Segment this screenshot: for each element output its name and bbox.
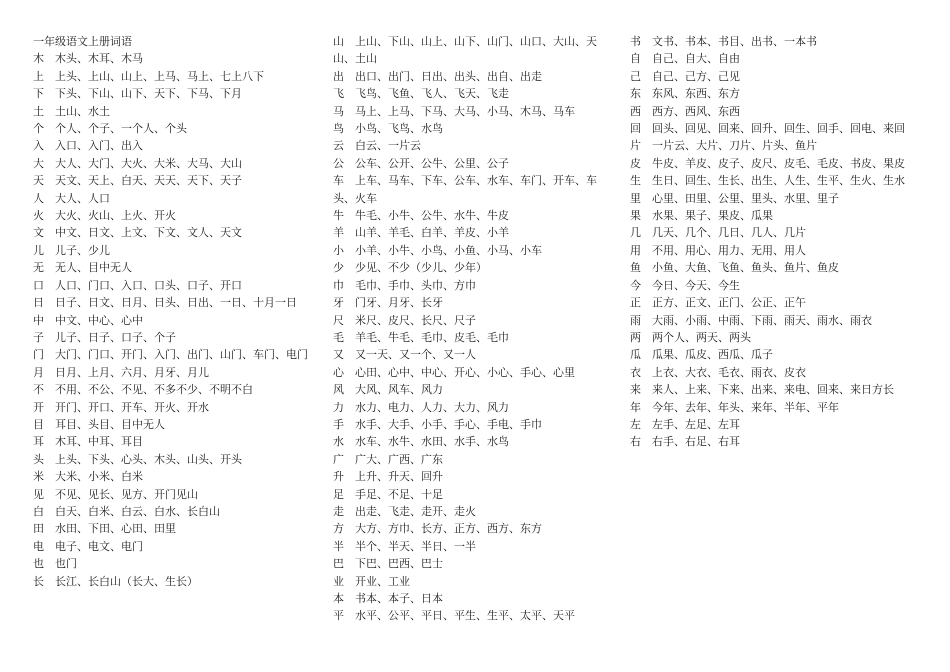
vocab-entry bbox=[33, 346, 311, 363]
entry-character: 日 bbox=[33, 296, 44, 310]
entry-words: 出口、出门、日出、出头、出自、出走 bbox=[355, 69, 542, 83]
entry-character: 风 bbox=[333, 383, 344, 397]
entry-character: 电 bbox=[33, 539, 44, 553]
entry-words: 门牙、月牙、长牙 bbox=[355, 296, 443, 310]
entry-words: 手足、不足、十足 bbox=[355, 487, 443, 501]
entry-character: 来 bbox=[630, 383, 641, 397]
entry-words: 今日、今天、今生 bbox=[652, 278, 740, 292]
entry-words: 生日、回生、生长、出生、人生、生平、生火、生水 bbox=[652, 174, 905, 188]
entry-character: 今 bbox=[630, 278, 641, 292]
entry-character: 车 bbox=[333, 174, 344, 188]
entry-words: 瓜果、瓜皮、西瓜、瓜子 bbox=[652, 348, 773, 362]
entry-words: 正方、正文、正门、公正、正午 bbox=[652, 296, 806, 310]
entry-character: 也 bbox=[33, 557, 44, 571]
entry-character: 人 bbox=[33, 191, 44, 205]
entry-character: 平 bbox=[333, 609, 344, 623]
vocab-entry bbox=[33, 207, 311, 224]
vocab-entry bbox=[333, 172, 605, 207]
vocab-entry bbox=[630, 259, 912, 276]
entry-words: 木耳、中耳、耳目 bbox=[55, 435, 143, 449]
entry-character: 正 bbox=[630, 296, 641, 310]
entry-words: 米尺、皮尺、长尺、尺子 bbox=[355, 313, 476, 327]
entry-character: 本 bbox=[333, 592, 344, 605]
entry-character: 西 bbox=[630, 104, 641, 118]
vocab-entry bbox=[333, 573, 605, 590]
entry-character: 目 bbox=[33, 417, 44, 431]
entry-words: 大雨、小雨、中雨、下雨、雨天、雨水、雨衣 bbox=[652, 313, 872, 327]
entry-character: 火 bbox=[33, 209, 44, 223]
vocab-entry bbox=[33, 433, 311, 450]
word-column-2 bbox=[333, 33, 605, 625]
entry-character: 上 bbox=[33, 69, 44, 83]
entry-words: 上车、马车、下车、公车、水车、车门、开车、车头、火车 bbox=[333, 174, 597, 205]
vocab-entry bbox=[33, 399, 311, 416]
entry-character: 右 bbox=[630, 435, 641, 449]
vocab-entry bbox=[630, 433, 912, 450]
entry-words: 山羊、羊毛、白羊、羊皮、小羊 bbox=[355, 226, 509, 240]
entry-words: 人口、门口、入口、口头、口子、开口 bbox=[55, 278, 242, 292]
vocab-entry bbox=[33, 50, 311, 67]
entry-words: 土山、水土 bbox=[55, 104, 110, 118]
vocab-entry bbox=[33, 137, 311, 154]
vocab-entry bbox=[630, 172, 912, 189]
entry-character: 东 bbox=[630, 87, 641, 101]
entry-words: 一片云、大片、刀片、片头、鱼片 bbox=[652, 139, 817, 153]
entry-words: 马上、上马、下马、大马、小马、木马、马车 bbox=[355, 104, 575, 118]
entry-character: 出 bbox=[333, 69, 344, 83]
entry-character: 牙 bbox=[333, 296, 344, 310]
vocab-entry bbox=[333, 520, 605, 537]
entry-character: 文 bbox=[33, 226, 44, 240]
entry-words: 大风、风车、风力 bbox=[355, 383, 443, 397]
entry-character: 中 bbox=[33, 313, 44, 327]
entry-character: 云 bbox=[333, 139, 344, 153]
entry-words: 心里、田里、公里、里头、水里、里子 bbox=[652, 191, 839, 205]
entry-words: 上衣、大衣、毛衣、雨衣、皮衣 bbox=[652, 365, 806, 379]
vocab-entry bbox=[33, 277, 311, 294]
entry-words: 又一天、又一个、又一人 bbox=[355, 348, 476, 362]
entry-words: 出走、飞走、走开、走火 bbox=[355, 504, 476, 518]
vocab-entry bbox=[630, 364, 912, 381]
vocab-entry bbox=[630, 399, 912, 416]
vocab-entry bbox=[333, 416, 605, 433]
entry-words: 自己、己方、己见 bbox=[652, 69, 740, 83]
entry-character: 左 bbox=[630, 417, 641, 431]
entry-words: 广大、广西、广东 bbox=[355, 452, 443, 466]
vocab-entry bbox=[630, 346, 912, 363]
entry-words: 日月、上月、六月、月牙、月儿 bbox=[55, 365, 209, 379]
vocab-entry bbox=[333, 85, 605, 102]
vocab-entry bbox=[33, 103, 311, 120]
vocab-entry bbox=[333, 538, 605, 555]
entry-character: 方 bbox=[333, 522, 344, 536]
entry-words: 少见、不少（少儿、少年） bbox=[355, 261, 487, 275]
entry-words: 电子、电文、电门 bbox=[55, 539, 143, 553]
entry-character: 自 bbox=[630, 52, 641, 66]
entry-character: 升 bbox=[333, 470, 344, 484]
document-title: 一年级语文上册词语 bbox=[33, 35, 132, 48]
entry-words: 来人、上来、下来、出来、来电、回来、来日方长 bbox=[652, 383, 894, 397]
vocab-entry bbox=[333, 451, 605, 468]
vocab-entry bbox=[33, 312, 311, 329]
entry-character: 果 bbox=[630, 209, 641, 223]
vocab-entry bbox=[630, 103, 912, 120]
vocab-entry bbox=[33, 242, 311, 259]
entry-words: 不见、见长、见方、开门见山 bbox=[55, 487, 198, 501]
entry-words: 白天、白米、白云、白水、长白山 bbox=[55, 504, 220, 518]
entry-character: 手 bbox=[333, 417, 344, 431]
vocab-entry bbox=[630, 137, 912, 154]
vocab-entry bbox=[33, 416, 311, 433]
entry-character: 门 bbox=[33, 348, 44, 362]
vocab-entry bbox=[333, 329, 605, 346]
entry-character: 年 bbox=[630, 400, 641, 414]
entry-words: 上山、下山、山上、山下、山门、山口、大山、天山、土山 bbox=[333, 35, 597, 66]
vocab-entry bbox=[33, 573, 311, 590]
entry-words: 回头、回见、回来、回升、回生、回手、回电、来回 bbox=[652, 122, 905, 136]
entry-words: 上头、上山、山上、上马、马上、七上八下 bbox=[55, 69, 264, 83]
entry-character: 几 bbox=[630, 226, 641, 240]
vocab-entry bbox=[333, 433, 605, 450]
entry-words: 今年、去年、年头、来年、半年、平年 bbox=[652, 400, 839, 414]
vocab-entry bbox=[33, 503, 311, 520]
entry-words: 小鸟、飞鸟、水鸟 bbox=[355, 122, 443, 136]
vocab-entry bbox=[33, 294, 311, 311]
entry-character: 入 bbox=[33, 139, 44, 153]
entry-character: 毛 bbox=[333, 330, 344, 344]
vocab-entry bbox=[333, 346, 605, 363]
entry-words: 白云、一片云 bbox=[355, 139, 421, 153]
entry-character: 衣 bbox=[630, 365, 641, 379]
entry-words: 大人、大门、大火、大米、大马、大山 bbox=[55, 156, 242, 170]
entry-character: 走 bbox=[333, 504, 344, 518]
vocab-entry bbox=[630, 155, 912, 172]
entry-character: 飞 bbox=[333, 87, 344, 101]
vocab-entry bbox=[630, 294, 912, 311]
entry-character: 头 bbox=[33, 452, 44, 466]
entry-character: 巾 bbox=[333, 278, 344, 292]
entry-character: 半 bbox=[333, 539, 344, 553]
entry-words: 中文、日文、上文、下文、文人、天文 bbox=[55, 226, 242, 240]
entry-character: 少 bbox=[333, 261, 344, 275]
entry-character: 马 bbox=[333, 104, 344, 118]
vocab-entry bbox=[33, 468, 311, 485]
vocab-entry bbox=[333, 103, 605, 120]
vocab-entry bbox=[630, 68, 912, 85]
vocab-entry bbox=[333, 399, 605, 416]
entry-character: 下 bbox=[33, 87, 44, 101]
entry-words: 无人、目中无人 bbox=[55, 261, 132, 275]
entry-words: 小鱼、大鱼、飞鱼、鱼头、鱼片、鱼皮 bbox=[652, 261, 839, 275]
entry-character: 业 bbox=[333, 574, 344, 588]
entry-words: 木头、木耳、木马 bbox=[55, 52, 143, 66]
entry-words: 不用、用心、用力、无用、用人 bbox=[652, 243, 806, 257]
entry-character: 生 bbox=[630, 174, 641, 188]
entry-words: 上头、下头、心头、木头、山头、开头 bbox=[55, 452, 242, 466]
vocab-entry bbox=[33, 85, 311, 102]
entry-character: 心 bbox=[333, 365, 344, 379]
vocab-entry bbox=[33, 120, 311, 137]
entry-words: 小羊、小牛、小鸟、小鱼、小马、小车 bbox=[355, 243, 542, 257]
vocab-entry bbox=[33, 538, 311, 555]
vocab-entry bbox=[33, 451, 311, 468]
entry-words: 毛巾、手巾、头巾、方巾 bbox=[355, 278, 476, 292]
vocab-entry bbox=[333, 381, 605, 398]
vocab-entry bbox=[333, 277, 605, 294]
entry-character: 不 bbox=[33, 383, 44, 397]
entry-character: 开 bbox=[33, 400, 44, 414]
entry-character: 木 bbox=[33, 52, 44, 66]
entry-character: 牛 bbox=[333, 209, 344, 223]
vocab-entry bbox=[33, 520, 311, 537]
entry-character: 两 bbox=[630, 330, 641, 344]
entry-character: 鸟 bbox=[333, 122, 344, 136]
entry-words: 中文、中心、心中 bbox=[55, 313, 143, 327]
vocab-entry bbox=[630, 242, 912, 259]
vocab-entry bbox=[33, 555, 311, 572]
entry-character: 广 bbox=[333, 452, 344, 466]
entry-words: 不用、不公、不见、不多不少、不明不白 bbox=[55, 383, 253, 397]
vocab-entry bbox=[333, 468, 605, 485]
entry-words: 个人、个子、一个人、个头 bbox=[55, 122, 187, 136]
entry-words: 水手、大手、小手、手心、手电、手巾 bbox=[355, 417, 542, 431]
entry-words: 水果、果子、果皮、瓜果 bbox=[652, 209, 773, 223]
entry-character: 鱼 bbox=[630, 261, 641, 275]
vocab-entry bbox=[33, 155, 311, 172]
entry-character: 回 bbox=[630, 122, 641, 136]
entry-words: 东风、东西、东方 bbox=[652, 87, 740, 101]
entry-character: 口 bbox=[33, 278, 44, 292]
vocab-entry bbox=[333, 68, 605, 85]
entry-words: 日子、日文、日月、日头、日出、一日、十月一日 bbox=[55, 296, 297, 310]
entry-character: 里 bbox=[630, 191, 641, 205]
entry-words: 大火、火山、上火、开火 bbox=[55, 209, 176, 223]
vocab-entry bbox=[33, 224, 311, 241]
vocab-entry bbox=[33, 172, 311, 189]
entry-words: 大方、方巾、长方、正方、西方、东方 bbox=[355, 522, 542, 536]
entry-words: 上升、升天、回升 bbox=[355, 470, 443, 484]
vocab-entry bbox=[630, 224, 912, 241]
entry-character: 无 bbox=[33, 261, 44, 275]
vocab-entry bbox=[333, 207, 605, 224]
vocab-entry bbox=[333, 555, 605, 572]
entry-character: 小 bbox=[333, 243, 344, 257]
vocab-entry bbox=[630, 207, 912, 224]
entry-words: 牛皮、羊皮、皮子、皮尺、皮毛、毛皮、书皮、果皮 bbox=[652, 156, 905, 170]
entry-words: 儿子、少儿 bbox=[55, 243, 110, 257]
entry-words: 两个人、两天、两头 bbox=[652, 330, 751, 344]
vocab-entry bbox=[333, 486, 605, 503]
entry-words: 右手、右足、右耳 bbox=[652, 435, 740, 449]
entry-character: 月 bbox=[33, 365, 44, 379]
vocab-entry bbox=[333, 137, 605, 154]
entry-words: 长江、长白山（长大、生长） bbox=[55, 574, 198, 588]
vocab-entry bbox=[33, 329, 311, 346]
entry-character: 力 bbox=[333, 400, 344, 414]
vocab-entry bbox=[33, 259, 311, 276]
entry-words: 水田、下田、心田、田里 bbox=[55, 522, 176, 536]
vocab-entry bbox=[630, 416, 912, 433]
entry-character: 天 bbox=[33, 174, 44, 188]
vocab-entry bbox=[333, 312, 605, 329]
entry-words: 水力、电力、人力、大力、风力 bbox=[355, 400, 509, 414]
vocab-entry bbox=[333, 590, 605, 607]
entry-character: 山 bbox=[333, 35, 344, 48]
vocab-entry bbox=[630, 277, 912, 294]
entry-character: 书 bbox=[630, 35, 641, 48]
vocab-entry bbox=[33, 364, 311, 381]
vocab-entry bbox=[630, 33, 912, 50]
vocab-entry bbox=[33, 190, 311, 207]
entry-character: 瓜 bbox=[630, 348, 641, 362]
entry-character: 巴 bbox=[333, 557, 344, 571]
word-column-1 bbox=[33, 33, 311, 590]
entry-character: 田 bbox=[33, 522, 44, 536]
entry-character: 片 bbox=[630, 139, 641, 153]
entry-words: 也门 bbox=[55, 557, 77, 571]
vocab-entry bbox=[33, 486, 311, 503]
vocab-entry bbox=[33, 68, 311, 85]
entry-character: 土 bbox=[33, 104, 44, 118]
vocab-entry bbox=[630, 50, 912, 67]
entry-character: 雨 bbox=[630, 313, 641, 327]
entry-words: 公车、公开、公牛、公里、公子 bbox=[355, 156, 509, 170]
entry-character: 见 bbox=[33, 487, 44, 501]
entry-words: 大门、门口、开门、入门、出门、山门、车门、电门 bbox=[55, 348, 308, 362]
entry-character: 米 bbox=[33, 470, 44, 484]
vocab-entry bbox=[333, 607, 605, 624]
entry-character: 尺 bbox=[333, 313, 344, 327]
entry-words: 入口、入门、出入 bbox=[55, 139, 143, 153]
entry-words: 开门、开口、开车、开火、开水 bbox=[55, 400, 209, 414]
entries-column-3 bbox=[630, 33, 912, 451]
entry-words: 心田、心中、中心、开心、小心、手心、心里 bbox=[355, 365, 575, 379]
vocab-entry bbox=[630, 120, 912, 137]
entry-words: 飞鸟、飞鱼、飞人、飞天、飞走 bbox=[355, 87, 509, 101]
vocab-entry bbox=[333, 155, 605, 172]
entry-character: 白 bbox=[33, 504, 44, 518]
entry-words: 下巴、巴西、巴士 bbox=[355, 557, 443, 571]
vocab-entry bbox=[33, 381, 311, 398]
entry-words: 水车、水牛、水田、水手、水鸟 bbox=[355, 435, 509, 449]
entry-character: 羊 bbox=[333, 226, 344, 240]
entry-character: 大 bbox=[33, 156, 44, 170]
entry-character: 耳 bbox=[33, 435, 44, 449]
entry-words: 大米、小米、白米 bbox=[55, 470, 143, 484]
vocab-entry bbox=[333, 33, 605, 68]
entries-column-2 bbox=[333, 33, 605, 625]
entry-character: 长 bbox=[33, 574, 44, 588]
entry-words: 半个、半天、半日、一半 bbox=[355, 539, 476, 553]
vocab-entry bbox=[333, 294, 605, 311]
entry-words: 牛毛、小牛、公牛、水牛、牛皮 bbox=[355, 209, 509, 223]
vocab-entry bbox=[333, 259, 605, 276]
vocab-entry bbox=[630, 312, 912, 329]
entry-words: 几天、几个、几日、几人、几片 bbox=[652, 226, 806, 240]
entry-words: 大人、人口 bbox=[55, 191, 110, 205]
entry-words: 左手、左足、左耳 bbox=[652, 417, 740, 431]
vocab-entry bbox=[630, 329, 912, 346]
entry-words: 水平、公平、平日、平生、生平、太平、天平 bbox=[355, 609, 575, 623]
vocab-entry bbox=[333, 242, 605, 259]
entry-character: 又 bbox=[333, 348, 344, 362]
entry-words: 羊毛、牛毛、毛巾、皮毛、毛巾 bbox=[355, 330, 509, 344]
vocab-entry bbox=[333, 224, 605, 241]
vocab-entry bbox=[333, 503, 605, 520]
entry-character: 个 bbox=[33, 122, 44, 136]
entry-words: 书本、本子、日本 bbox=[355, 592, 443, 605]
entry-character: 子 bbox=[33, 330, 44, 344]
vocab-entry bbox=[630, 381, 912, 398]
word-column-3 bbox=[630, 33, 912, 451]
vocab-entry bbox=[630, 190, 912, 207]
entry-words: 自己、自大、自由 bbox=[652, 52, 740, 66]
entry-character: 足 bbox=[333, 487, 344, 501]
entry-words: 开业、工业 bbox=[355, 574, 410, 588]
entry-character: 公 bbox=[333, 156, 344, 170]
entry-character: 己 bbox=[630, 69, 641, 83]
entry-character: 水 bbox=[333, 435, 344, 449]
vocab-entry bbox=[333, 364, 605, 381]
entry-words: 耳目、头目、目中无人 bbox=[55, 417, 165, 431]
entry-character: 皮 bbox=[630, 156, 641, 170]
entry-character: 儿 bbox=[33, 243, 44, 257]
entry-words: 下头、下山、山下、天下、下马、下月 bbox=[55, 87, 242, 101]
entry-words: 儿子、日子、口子、个子 bbox=[55, 330, 176, 344]
entries-column-1 bbox=[33, 50, 311, 590]
entry-words: 西方、西风、东西 bbox=[652, 104, 740, 118]
entry-character: 用 bbox=[630, 243, 641, 257]
entry-words: 天文、天上、白天、天天、天下、天子 bbox=[55, 174, 242, 188]
vocab-entry bbox=[630, 85, 912, 102]
entry-words: 文书、书本、书目、出书、一本书 bbox=[652, 35, 817, 48]
vocab-entry bbox=[333, 120, 605, 137]
